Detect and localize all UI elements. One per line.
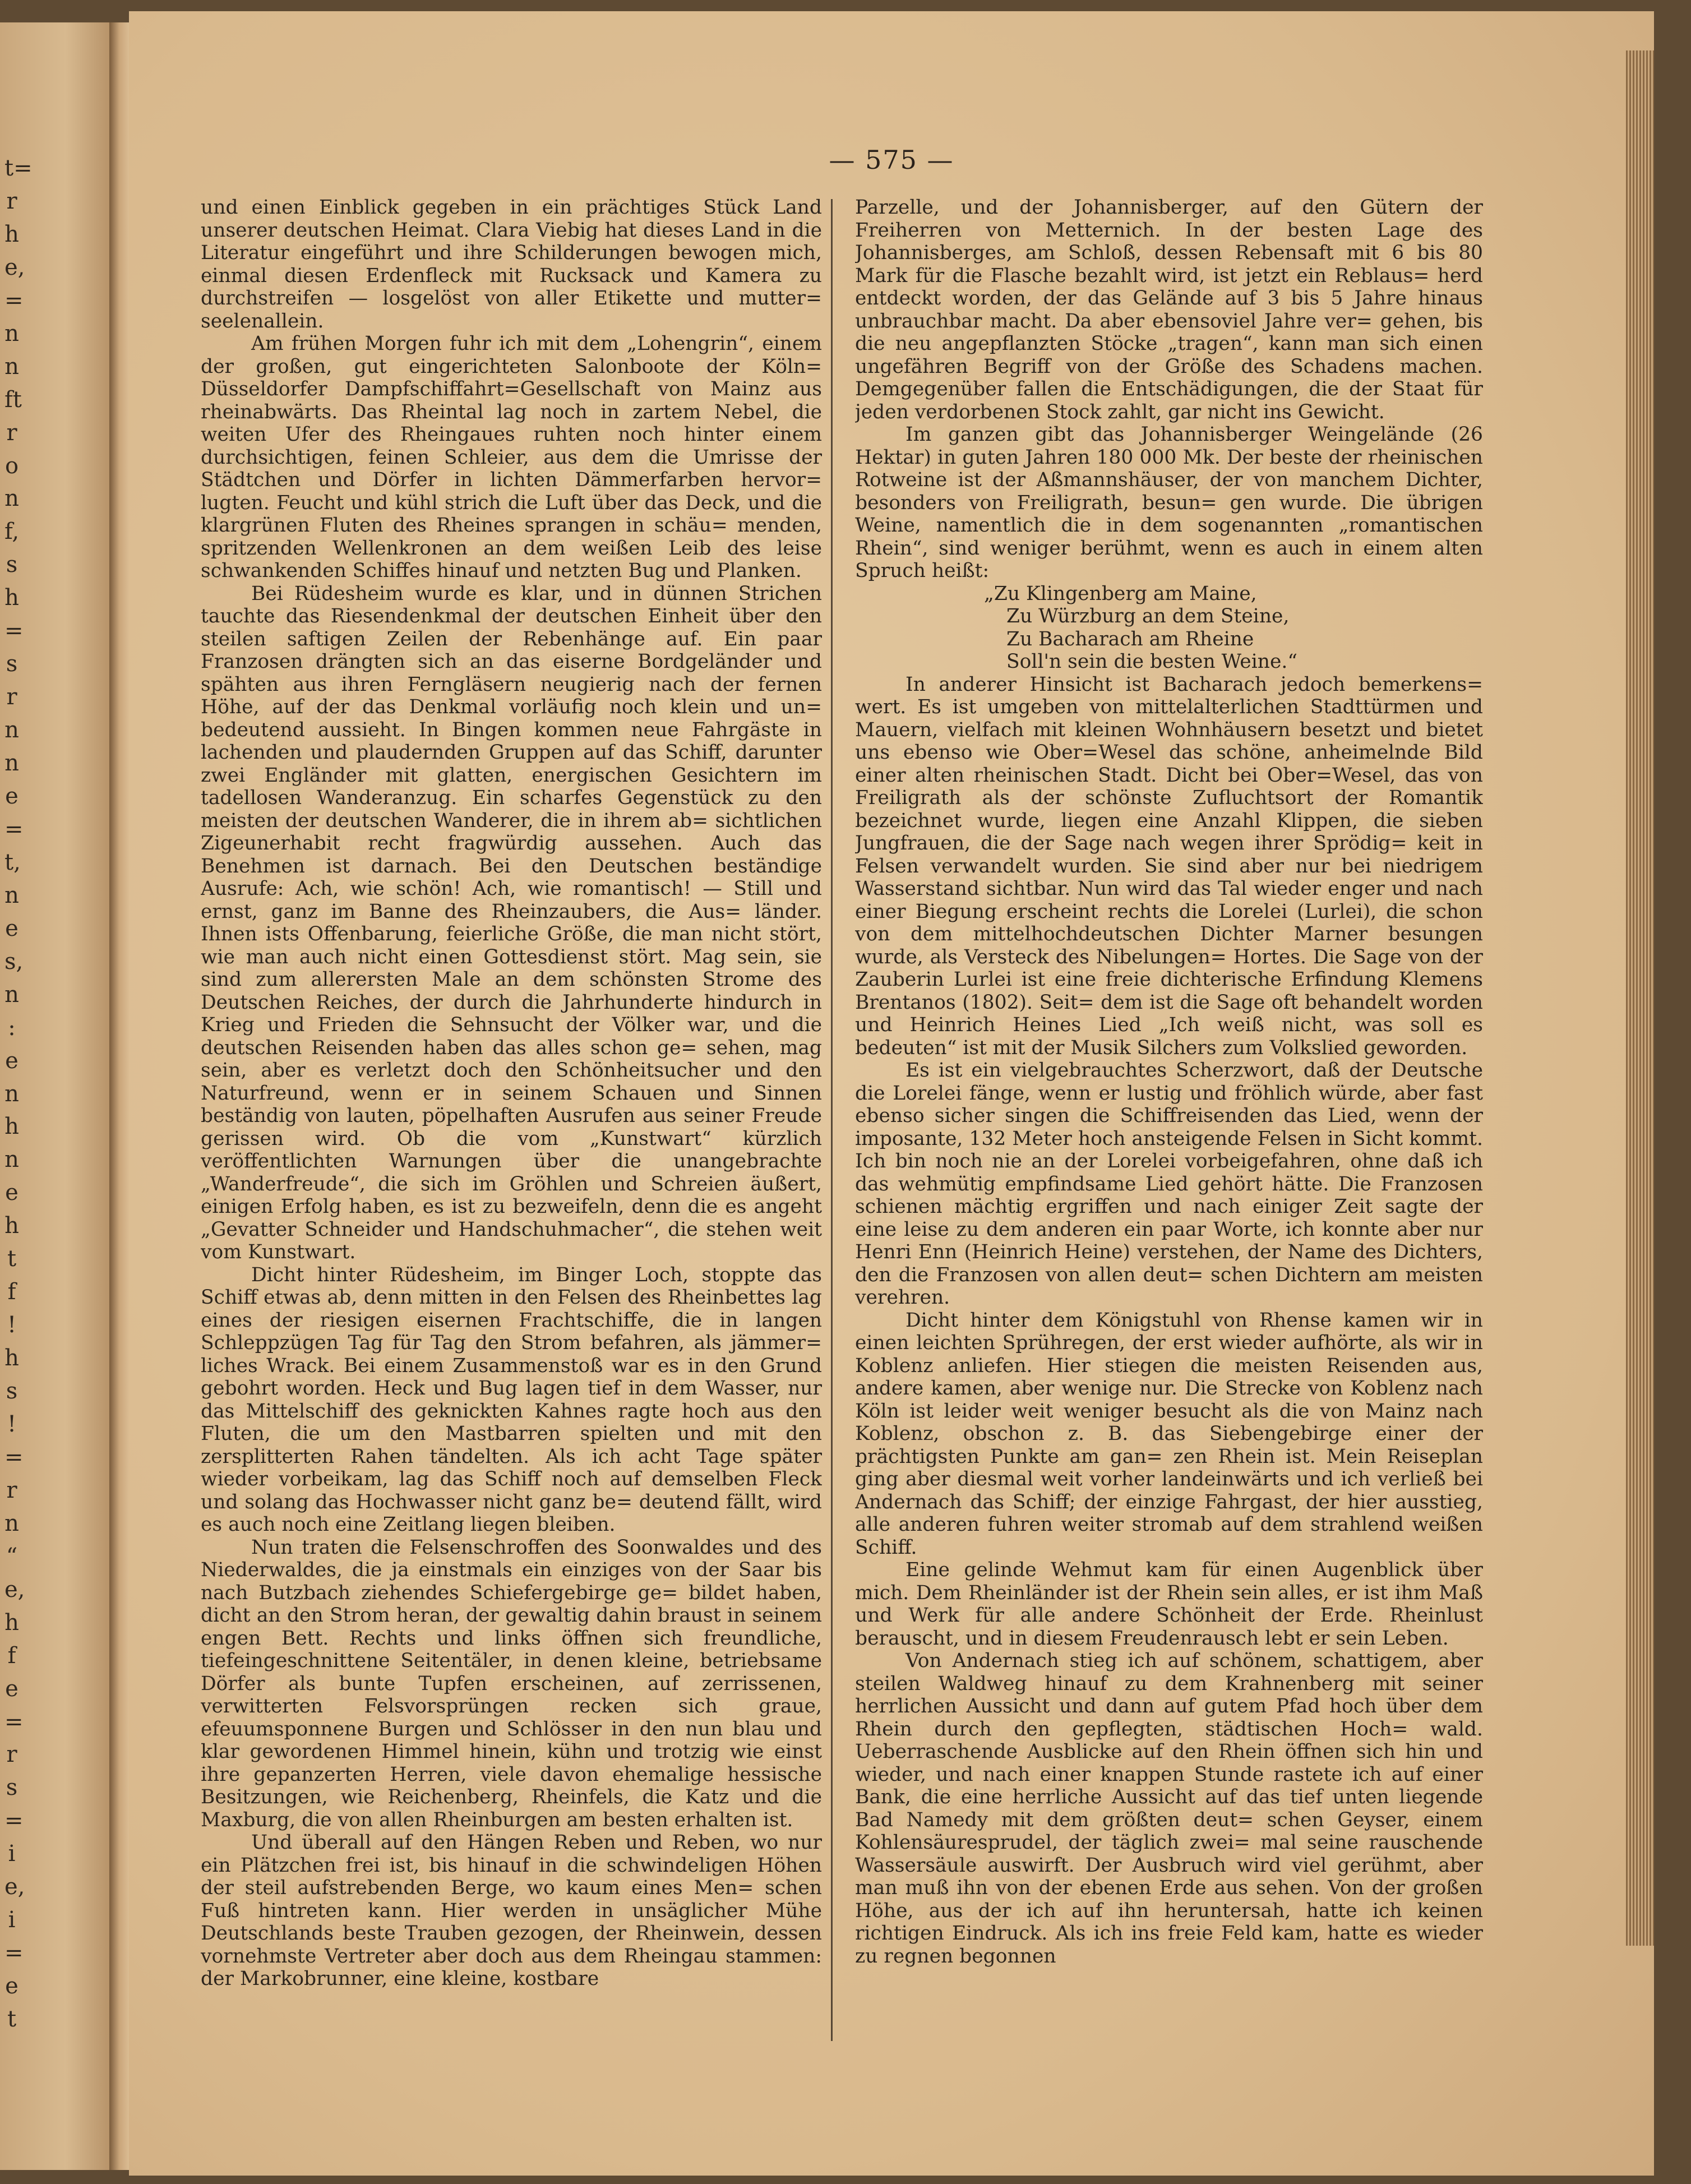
previous-page-edge: [0, 22, 109, 2170]
paragraph: Nun traten die Felsenschroffen des Soonwaldes und des Niederwaldes, die ja einstmals ein einziges von der Saar bis nach Butzbach ziehendes Schiefergebirge ge= bildet haben, dicht an den Strom heran, der gewaltig dahin braust in seinem engen Bett. Rechts und links öffnen sich freundliche, tiefeingeschnittene Seitentäler, in denen kleine, betriebsame Dörfer als bunte Tupfen erscheinen, auf zerrissenen, verwitterten Felsvorsprüngen recken sich graue, efeuumsponnene Burgen und Schlösser in den nun blau und klar gewordenen Himmel hinein, kühn und trotzig wie einst ihre gepanzerten Herren, viele davon ehemalige hessische Besitzungen, wie Reichenberg, Rheinfels, die Katz und die Maxburg, die von allen Rheinburgen am besten erhalten ist.: [201, 1536, 822, 1831]
page-block-edge: [1626, 50, 1654, 1946]
previous-page-fragment: f: [7, 1643, 16, 1669]
verse-line: Zu Würzburg an dem Steine,: [1006, 605, 1290, 627]
previous-page-fragment: n: [4, 486, 19, 511]
paragraph: In anderer Hinsicht ist Bacharach jedoch bemerkens= wert. Es ist umgeben von mittelalterlichen Stadttürmen und Mauern, vielfach mit kleinen Wohnhäusern besetzt und bietet uns ebenso wie Ober=Wesel das schöne, anheimelnde Bild einer alten rheinischen Stadt. Dicht bei Ober=Wesel, das von Freiligrath als der schönste Zufluchtsort der Romantik bezeichnet wurde, liegen eine Anzahl Klippen, die sieben Jungfrauen, die der Sage nach wegen ihrer Sprödig= keit in Felsen verwandelt wurden. Sie sind aber nur bei niedrigem Wasserstand sichtbar. Nun wird das Tal wieder enger und nach einer Biegung erscheint rechts die Lorelei (Lurlei), die schon von dem mittelhochdeutschen Dichter Marner besungen wurde, als Versteck des Nibelungen= Hortes. Die Sage von der Zauberin Lurlei ist eine freie dichterische Erfindung Klemens Brentanos (1802). Seit= dem ist die Sage oft behandelt worden und Heinrich Heines Lied „Ich weiß nicht, was soll es bedeuten“ ist mit der Musik Silchers zum Volkslied geworden.: [855, 673, 1483, 1059]
verse-line: Zu Bacharach am Rheine: [1006, 627, 1254, 650]
verse-line: Soll'n sein die besten Weine.“: [1006, 650, 1297, 673]
right-column: [855, 196, 1483, 2041]
previous-page-fragment: h: [4, 585, 19, 611]
previous-page-fragment: !: [7, 1411, 17, 1437]
previous-page-fragment: =: [4, 816, 24, 842]
previous-page-fragment: e: [5, 783, 19, 809]
previous-page-fragment: =: [4, 1444, 24, 1470]
paragraph: Bei Rüdesheim wurde es klar, und in dünnen Strichen tauchte das Riesendenkmal der deutschen Einheit über den steilen saftigen Zeilen der Rebenhänge auf. Ein paar Franzosen drängten sich an das eiserne Bordgeländer und spähten aus ihren Ferngläsern neugierig nach der fernen Höhe, auf der das Denkmal vorläufig noch klein und un= bedeutend aussieht. In Bingen kommen neue Fahrgäste in lachenden und plaudernden Gruppen auf das Schiff, darunter zwei Engländer mit glatten, energischen Gesichtern im tadellosen Wanderanzug. Ein scharfes Gegenstück zu den meisten der deutschen Wanderer, die in ihrem ab= sichtlichen Zigeunerhabit recht fragwürdig aussehen. Auch das Benehmen ist darnach. Bei den Deutschen beständige Ausrufe: Ach, wie schön! Ach, wie romantisch! — Still und ernst, ganz im Banne des Rheinzaubers, die Aus= länder. Ihnen ists Offenbarung, feierliche Größe, die man nicht stört, wie man auch nicht einen Gottesdienst stört. Mag sein, sie sind zum allerersten Male an dem schönsten Strome des Deutschen Reiches, der durch die Jahrhunderte hindurch in Krieg und Frieden die Sehnsucht der Völker war, und die deutschen Reisenden haben das alles schon ge= sehen, mag sein, aber es verletzt doch den Schönheitsucher und den Naturfreund, wenn er in seinem Schauen und Sinnen beständig von lauten, pöpelhaften Ausrufen aus seiner Freude gerissen wird. Ob die vom „Kunstwart“ kürzlich veröffentlichten Warnungen über die unangebrachte „Wanderfreude“, die sich im Gröhlen und Schreien äußert, einigen Erfolg haben, es ist zu bezweifeln, denn die es angeht „Gevatter Schneider und Handschuhmacher“, die stehen weit vom Kunstwart.: [201, 582, 822, 1263]
previous-page-fragment: t: [7, 1246, 17, 1272]
book-gutter: [109, 22, 132, 2170]
paragraph: Dicht hinter Rüdesheim, im Binger Loch, stoppte das Schiff etwas ab, denn mitten in den Felsen des Rheinbettes lag eines der riesigen eisernen Frachtschiffe, die in langen Schleppzügen Tag für Tag den Strom befahren, als jämmer= liches Wrack. Bei einem Zusammenstoß war es in den Grund gebohrt worden. Heck und Bug lagen tief in dem Wasser, nur das Mittelschiff des geknickten Kahnes ragte hoch aus den Fluten, die um den Mastbarren spielten und mit den zersplitterten Rahen tändelten. Als ich acht Tage später wieder vorbeikam, lag das Schiff noch auf demselben Fleck und solang das Hochwasser nicht ganz be= deutend fällt, wird es auch noch eine Zeitlang liegen bleiben.: [201, 1263, 822, 1536]
previous-page-fragment: e,: [4, 1577, 25, 1603]
previous-page-fragment: r: [6, 188, 17, 214]
paragraph: Und überall auf den Hängen Reben und Reben, wo nur ein Plätzchen frei ist, bis hinauf in die schwindeligen Höhen der steil aufstrebenden Berge, wo kaum eines Men= schen Fuß hintreten kann. Hier werden in unsäglicher Mühe Deutschlands beste Trauben gezogen, der Rheinwein, dessen vornehmste Vertreter aber doch aus dem Rheingau stammen: der Markobrunner, eine kleine, kostbare: [201, 1831, 822, 1990]
previous-page-fragment: t,: [4, 849, 21, 875]
left-column: [201, 196, 822, 2041]
paragraph: Am frühen Morgen fuhr ich mit dem „Lohengrin“, einem der großen, gut eingerichteten Salonboote der Köln= Düsseldorfer Dampfschiffahrt=Gesellschaft von Mainz aus rheinabwärts. Das Rheintal lag noch in zartem Nebel, die weiten Ufer des Rheingaues ruhten noch hinter einem durchsichtigen, feinen Schleier, aus dem die Umrisse der Städtchen und Dörfer in lichten Dämmerfarben hervor= lugten. Feucht und kühl strich die Luft über das Deck, und die klargrünen Fluten des Rheines sprangen in schäu= menden, spritzenden Wellenkronen an dem weißen Leib des leise schwankenden Schiffes hinauf und netzten Bug und Planken.: [201, 333, 822, 582]
previous-page-fragment: f,: [4, 519, 20, 544]
paragraph: Parzelle, und der Johannisberger, auf den Gütern der Freiherren von Metternich. In der besten Lage des Johannisberges, am Schloß, dessen Rebensaft mit 6 bis 80 Mark für die Flasche bezahlt wird, ist jetzt ein Reblaus= herd entdeckt worden, der das Gelände auf 3 bis 5 Jahre hinaus unbrauchbar macht. Da aber ebensoviel Jahre ver= gehen, bis die neu angepflanzten Stöcke „tragen“, kann man sich einen ungefähren Begriff von der Größe des Schadens machen. Demgegenüber fallen die Entschädigungen, die der Staat für jeden verdorbenen Stock zahlt, gar nicht ins Gewicht.: [855, 196, 1483, 423]
previous-page-fragment: =: [4, 288, 24, 313]
previous-page-fragment: !: [7, 1312, 17, 1338]
book-page: [129, 11, 1654, 2176]
previous-page-fragment: s: [6, 651, 18, 677]
previous-page-fragment: =: [4, 618, 24, 644]
previous-page-fragment: “: [6, 1544, 18, 1569]
previous-page-fragment: s: [6, 1378, 18, 1404]
previous-page-fragment: n: [4, 750, 19, 776]
previous-page-fragment: =: [4, 1709, 24, 1735]
previous-page-fragment: h: [4, 221, 19, 247]
previous-page-fragment: i: [8, 1841, 16, 1867]
paragraph: Von Andernach stieg ich auf schönem, schattigem, aber steilen Waldweg hinauf zu dem Krahnenberg mit seiner herrlichen Aussicht und dann auf gutem Pfad hoch über dem Rhein durch den gepflegten, städtischen Hoch= wald. Ueberraschende Ausblicke auf den Rhein öffnen sich hin und wieder, und nach einer knappen Stunde rastete ich auf einer Bank, die eine herrliche Aussicht auf das tief unten liegende Bad Namedy mit dem größten deut= schen Geyser, einem Kohlensäuresprudel, der täglich zwei= mal seine rauschende Wassersäule auswirft. Der Ausbruch wird viel gerühmt, aber man muß ihn von der ebenen Erde aus sehen. Von der großen Höhe, aus der ich auf ihn heruntersah, hatte ich keinen richtigen Eindruck. Als ich ins freie Feld kam, hatte es wieder zu regnen begonnen: [855, 1650, 1483, 1968]
previous-page-fragment: =: [4, 1940, 24, 1966]
page-number: — 575 —: [829, 145, 954, 175]
previous-page-fragment: n: [4, 883, 19, 908]
column-rule: [831, 199, 833, 2041]
previous-page-fragment: n: [4, 1147, 19, 1172]
previous-page-fragment: r: [6, 1742, 17, 1767]
previous-page-fragment: n: [4, 354, 19, 380]
previous-page-fragment: n: [4, 717, 19, 743]
previous-page-fragment: h: [4, 1610, 19, 1636]
previous-page-fragment: f: [7, 1279, 16, 1305]
previous-page-fragment: h: [4, 1213, 19, 1239]
previous-page-fragment: e: [5, 916, 19, 941]
previous-page-fragment: e: [5, 1048, 19, 1074]
paragraph: und einen Einblick gegeben in ein prächtiges Stück Land unserer deutschen Heimat. Clara Viebig hat dieses Land in die Literatur eingeführt und ihre Schilderungen bewogen mich, einmal diesen Erdenfleck mit Rucksack und Kamera zu durchstreifen — losgelöst von aller Etikette und mutter= seelenallein.: [201, 196, 822, 333]
previous-page-fragment: e: [5, 1180, 19, 1206]
previous-page-fragment: e,: [4, 255, 25, 280]
previous-page-fragment: e,: [4, 1874, 25, 1900]
paragraph: Im ganzen gibt das Johannisberger Weingelände (26 Hektar) in guten Jahren 180 000 Mk. Der beste der rheinischen Rotweine ist der Aßmannshäuser, der von manchem Dichter, besonders von Freiligrath, besun= gen wurde. Die übrigen Weine, namentlich die in dem sogenannten „romantischen Rhein“, sind weniger berühmt, wenn es auch in einem alten Spruch heißt:: [855, 423, 1483, 582]
previous-page-fragment: n: [4, 1081, 19, 1107]
previous-page-fragment: s,: [4, 949, 24, 975]
previous-page-fragment: r: [6, 420, 17, 446]
previous-page-fragment: e: [5, 1676, 19, 1702]
previous-page-fragment: :: [8, 1015, 16, 1041]
previous-page-fragment: n: [4, 1511, 19, 1536]
previous-page-fragment: h: [4, 1345, 19, 1371]
verse-line: „Zu Klingenberg am Maine,: [984, 582, 1257, 605]
previous-page-fragment: o: [4, 453, 19, 479]
previous-page-fragment: =: [4, 1808, 24, 1834]
paragraph: Eine gelinde Wehmut kam für einen Augenblick über mich. Dem Rheinländer ist der Rhein sein alles, er ist ihm Maß und Werk für alle andere Schönheit der Erde. Rheinlust berauscht, und in diesem Freudenrausch lebt er sein Leben.: [855, 1559, 1483, 1650]
previous-page-fragment: r: [6, 684, 17, 710]
previous-page-fragment: t: [7, 2006, 17, 2032]
previous-page-fragment: ft: [4, 387, 22, 413]
previous-page-fragment: s: [6, 552, 18, 578]
paragraph: Es ist ein vielgebrauchtes Scherzwort, daß der Deutsche die Lorelei fänge, wenn er lustig und fröhlich würde, aber fast ebenso sicher singen die Schiffreisenden das Lied, wenn der imposante, 132 Meter hoch ansteigende Felsen in Sicht kommt. Ich bin noch nie an der Lorelei vorbeigefahren, ohne daß ich das wehmütig empfindsame Lied gehört hätte. Die Franzosen schienen mächtig ergriffen und nach einiger Zeit sagte der eine leise zu dem anderen ein paar Worte, ich konnte aber nur Henri Enn (Heinrich Heine) verstehen, der Name des Dichters, den die Franzosen von allen deut= schen Dichtern am meisten verehren.: [855, 1059, 1483, 1309]
previous-page-fragment: n: [4, 982, 19, 1008]
previous-page-fragment: t=: [4, 155, 33, 181]
previous-page-fragment: n: [4, 321, 19, 347]
previous-page-fragment: h: [4, 1114, 19, 1139]
paragraph: Dicht hinter dem Königstuhl von Rhense kamen wir in einen leichten Sprühregen, der erst wieder aufhörte, als wir in Koblenz anliefen. Hier stiegen die meisten Reisenden aus, andere kamen, aber wenige nur. Die Strecke von Koblenz nach Köln ist leider weit weniger besucht als die von Mainz nach Koblenz, obschon z. B. das Siebengebirge einer der prächtigsten Punkte am gan= zen Rhein ist. Mein Reiseplan ging aber diesmal weit vorher landeinwärts und ich verließ bei Andernach das Schiff; der einzige Fahrgast, der hier ausstieg, alle anderen fuhren weiter stromab auf dem strahlend weißen Schiff.: [855, 1309, 1483, 1559]
previous-page-fragment: e: [5, 1973, 19, 1999]
previous-page-fragment: i: [8, 1907, 16, 1933]
previous-page-fragment: r: [6, 1477, 17, 1503]
previous-page-fragment: s: [6, 1775, 18, 1800]
